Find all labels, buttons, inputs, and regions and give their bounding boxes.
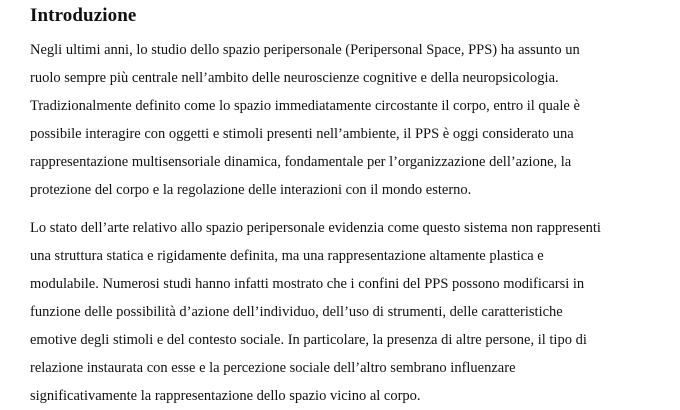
- paragraph-line: modulabile. Numerosi studi hanno infatti mostrato che i confini del PPS possono modificarsi in: [30, 275, 585, 292]
- paragraph-1: [30, 36, 662, 205]
- paragraph-line: funzione delle possibilità d’azione dell’individuo, dell’uso di strumenti, delle caratteristiche: [30, 303, 563, 320]
- paragraph-line: possibile interagire con oggetti e stimoli presenti nell’ambiente, il PPS è oggi considerato una: [30, 126, 574, 143]
- section-heading: Introduzione: [30, 5, 137, 26]
- paragraph-line: una struttura statica e rigidamente definita, ma una rappresentazione altamente plastica e: [30, 247, 544, 264]
- paragraph-line: protezione del corpo e la regolazione delle interazioni con il mondo esterno.: [30, 182, 472, 199]
- paragraph-line: Tradizionalmente definito come lo spazio immediatamente circostante il corpo, entro il quale è: [30, 98, 580, 115]
- paragraph-line: significativamente la rappresentazione dello spazio vicino al corpo.: [30, 388, 421, 405]
- paragraph-line: rappresentazione multisensoriale dinamica, fondamentale per l’organizzazione dell’azione, la: [30, 154, 572, 171]
- paragraph-2: [30, 214, 662, 410]
- paragraph-line: ruolo sempre più centrale nell’ambito delle neuroscienze cognitive e della neuropsicologia.: [30, 70, 559, 87]
- paragraph-line: emotive degli stimoli e del contesto sociale. In particolare, la presenza di altre persone, il tipo di: [30, 331, 587, 348]
- paragraph-line: Lo stato dell’arte relativo allo spazio peripersonale evidenzia come questo sistema non rappresenti: [30, 219, 601, 236]
- paragraph-line: Negli ultimi anni, lo studio dello spazio peripersonale (Peripersonal Space, PPS) ha assunto un: [30, 42, 580, 58]
- paragraph-line: relazione instaurata con esse e la percezione sociale dell’altro sembrano influenzare: [30, 360, 516, 377]
